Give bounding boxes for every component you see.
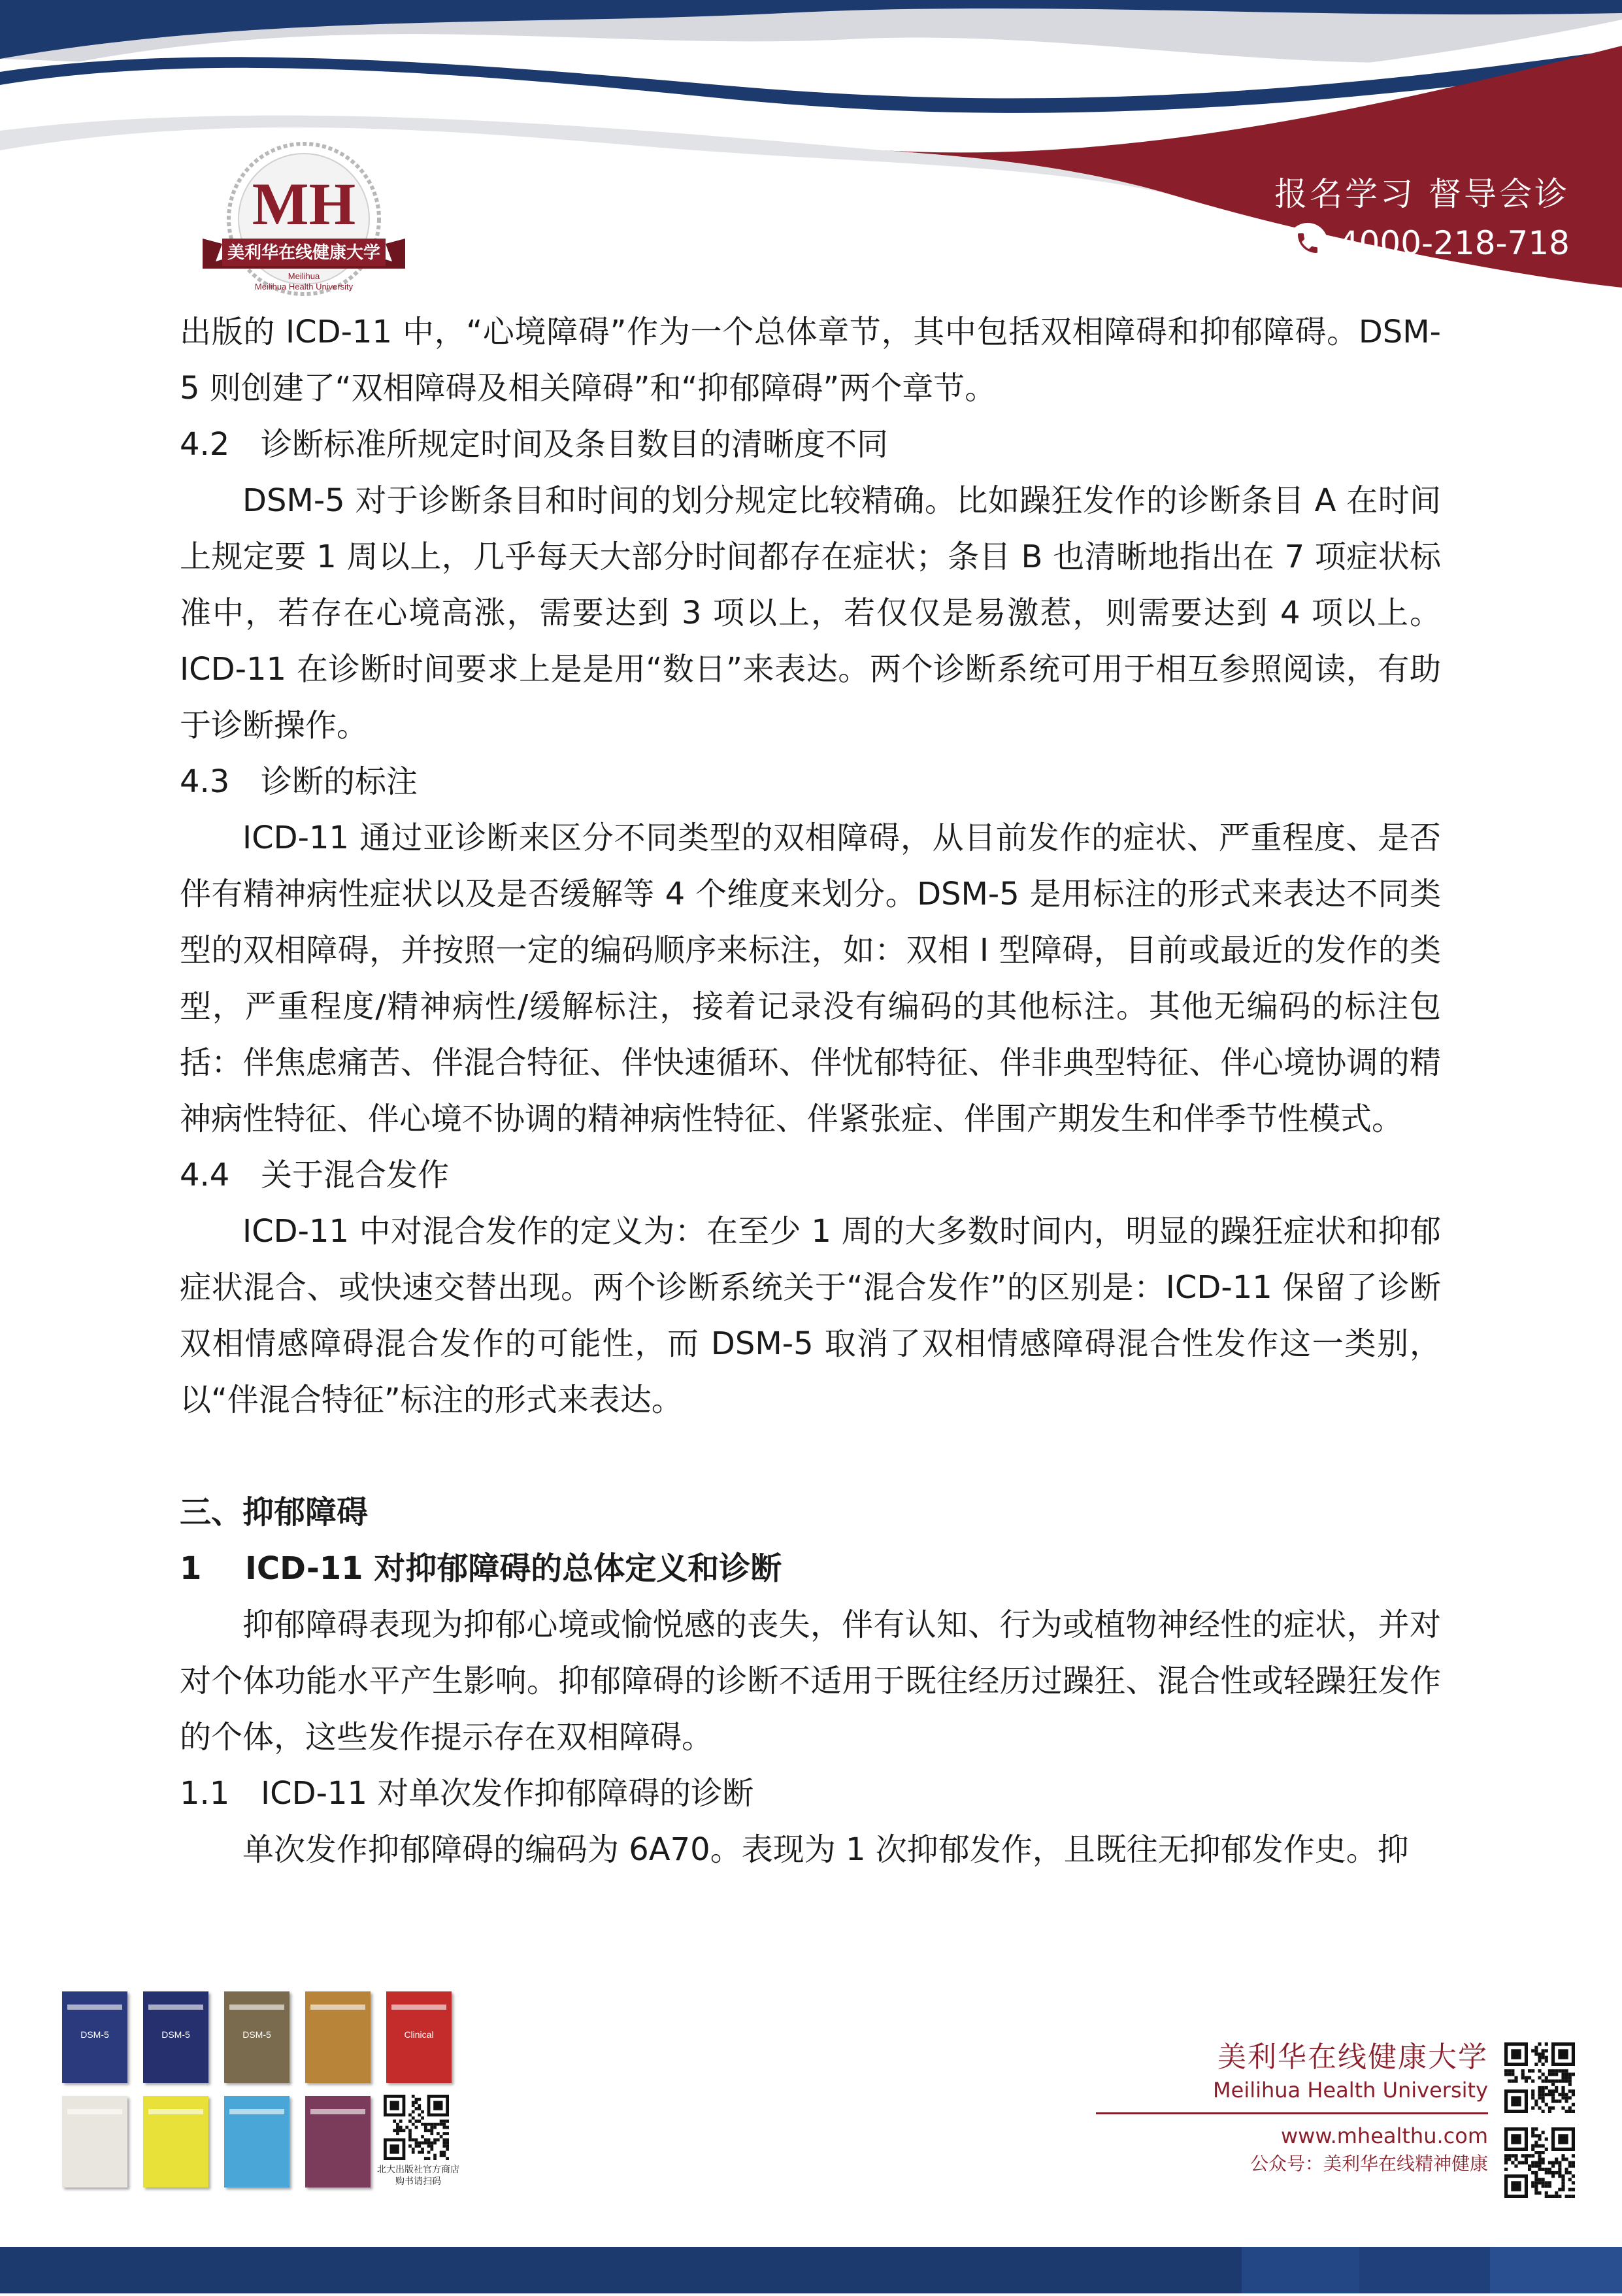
- subheading-number: 1.1: [180, 1775, 230, 1812]
- footer-brand: [1096, 2039, 1488, 2177]
- subheading-text: 关于混合发作: [261, 1157, 450, 1193]
- book-cover: [62, 1991, 127, 2083]
- book-cover: [143, 1991, 208, 2083]
- book-cover: [143, 2096, 208, 2188]
- book-cover: [305, 2096, 371, 2188]
- subheading-number: 4.2: [180, 426, 230, 463]
- article-body: [180, 304, 1441, 1878]
- paragraph: ICD-11 中对混合发作的定义为：在至少 1 周的大多数时间内，明显的躁狂症状和抑郁症状混合、或快速交替出现。两个诊断系统关于“混合发作”的区别是：ICD-11 保留了诊断双相情感障碍混合发作的可能性，而 DSM-5 取消了双相情感障碍混合性发作这一类别，以“伴混合特征”标注的形式来表达。: [180, 1213, 1441, 1418]
- svg-text:Meilihua: Meilihua: [288, 271, 320, 281]
- book-cover: [224, 2096, 290, 2188]
- subheading-text: 诊断的标注: [261, 763, 418, 800]
- subheading-4-2: [180, 416, 1441, 473]
- book-cover-title: DSM-5: [161, 2029, 190, 2040]
- header-contact: [1274, 171, 1570, 269]
- subheading-number: 4.4: [180, 1157, 230, 1193]
- header-slogan: 报名学习 督导会诊: [1274, 175, 1570, 213]
- subheading-text: 诊断标准所规定时间及条目数目的清晰度不同: [261, 426, 889, 463]
- meilihua-logo-seal: [196, 141, 412, 304]
- svg-text:Meilihua Health University: Meilihua Health University: [254, 282, 354, 291]
- book-cover-title: Clinical: [404, 2029, 434, 2040]
- heading-number: 1: [180, 1550, 202, 1587]
- footer-bar: [0, 2247, 1622, 2293]
- svg-text:美利华在线健康大学: 美利华在线健康大学: [227, 243, 381, 263]
- book-covers: [62, 1984, 467, 2193]
- book-cover: [386, 1991, 452, 2083]
- paragraph: ICD-11 通过亚诊断来区分不同类型的双相障碍，从目前发作的症状、严重程度、是否伴有精神病性症状以及是否缓解等 4 个维度来划分。DSM-5 是用标注的形式来表达不同类型的双相障碍，并按照一定的编码顺序来标注，如：双相 I 型障碍，目前或最近的发作的类型，严重程度/精神病性/缓解标注，接着记录没有编码的其他标注。其他无编码的标注包括：伴焦虑痛苦、伴混合特征、伴快速循环、伴忧郁特征、伴非典型特征、伴心境协调的精神病性特征、伴心境不协调的精神病性特征、伴紧张症、伴围产期发生和伴季节性模式。: [180, 820, 1441, 1137]
- subheading-1-1: [180, 1765, 1441, 1822]
- paragraph: 单次发作抑郁障碍的编码为 6A70。表现为 1 次抑郁发作，且既往无抑郁发作史。抑: [242, 1831, 1409, 1868]
- heading-text: ICD-11 对抑郁障碍的总体定义和诊断: [245, 1550, 782, 1587]
- phone-icon: [1287, 223, 1328, 263]
- header-phone-row[interactable]: [1274, 217, 1570, 269]
- qr-code-icon[interactable]: [1504, 2042, 1575, 2113]
- section-gap: [180, 1428, 1441, 1484]
- heading-1: [180, 1540, 1441, 1597]
- wechat-account: 公众号：美利华在线精神健康: [1250, 2153, 1488, 2174]
- brand-name-cn: 美利华在线健康大学: [1217, 2040, 1488, 2074]
- paragraph: 抑郁障碍表现为抑郁心境或愉悦感的丧失，伴有认知、行为或植物神经性的症状，并对对个体功能水平产生影响。抑郁障碍的诊断不适用于既往经历过躁狂、混合性或轻躁狂发作的个体，这些发作提示存在双相障碍。: [180, 1606, 1441, 1755]
- svg-text:MH: MH: [252, 171, 356, 237]
- paragraph: 出版的 ICD-11 中，“心境障碍”作为一个总体章节，其中包括双相障碍和抑郁障碍。DSM-5 则创建了“双相障碍及相关障碍”和“抑郁障碍”两个章节。: [180, 314, 1441, 407]
- book-cover-title: DSM-5: [242, 2029, 271, 2040]
- subheading-4-3: [180, 754, 1441, 810]
- brand-divider: [1096, 2112, 1488, 2114]
- book-cover: [224, 1991, 290, 2083]
- website-link[interactable]: www.mhealthu.com: [1280, 2123, 1488, 2148]
- qr-code-icon[interactable]: [384, 2095, 449, 2160]
- subheading-text: ICD-11 对单次发作抑郁障碍的诊断: [261, 1775, 754, 1812]
- section-heading: 三、抑郁障碍: [180, 1494, 369, 1531]
- book-cover: [62, 2096, 127, 2188]
- subheading-number: 4.3: [180, 763, 230, 800]
- book-cover-title: DSM-5: [80, 2029, 109, 2040]
- book-qr-caption: 北大出版社官方商店 购书请扫码: [377, 2165, 459, 2187]
- header-phone-number: 4000-218-718: [1338, 224, 1570, 262]
- subheading-4-4: [180, 1147, 1441, 1203]
- qr-code-icon[interactable]: [1504, 2127, 1575, 2198]
- paragraph: DSM-5 对于诊断条目和时间的划分规定比较精确。比如躁狂发作的诊断条目 A 在时间上规定要 1 周以上，几乎每天大部分时间都存在症状；条目 B 也清晰地指出在 7 项症状标准中，若存在心境高涨，需要达到 3 项以上，若仅仅是易激惹，则需要达到 4 项以上。ICD-11 在诊断时间要求上是是用“数日”来表达。两个诊断系统可用于相互参照阅读，有助于诊断操作。: [180, 482, 1441, 744]
- book-cover: [305, 1991, 371, 2083]
- brand-name-en: Meilihua Health University: [1213, 2078, 1488, 2103]
